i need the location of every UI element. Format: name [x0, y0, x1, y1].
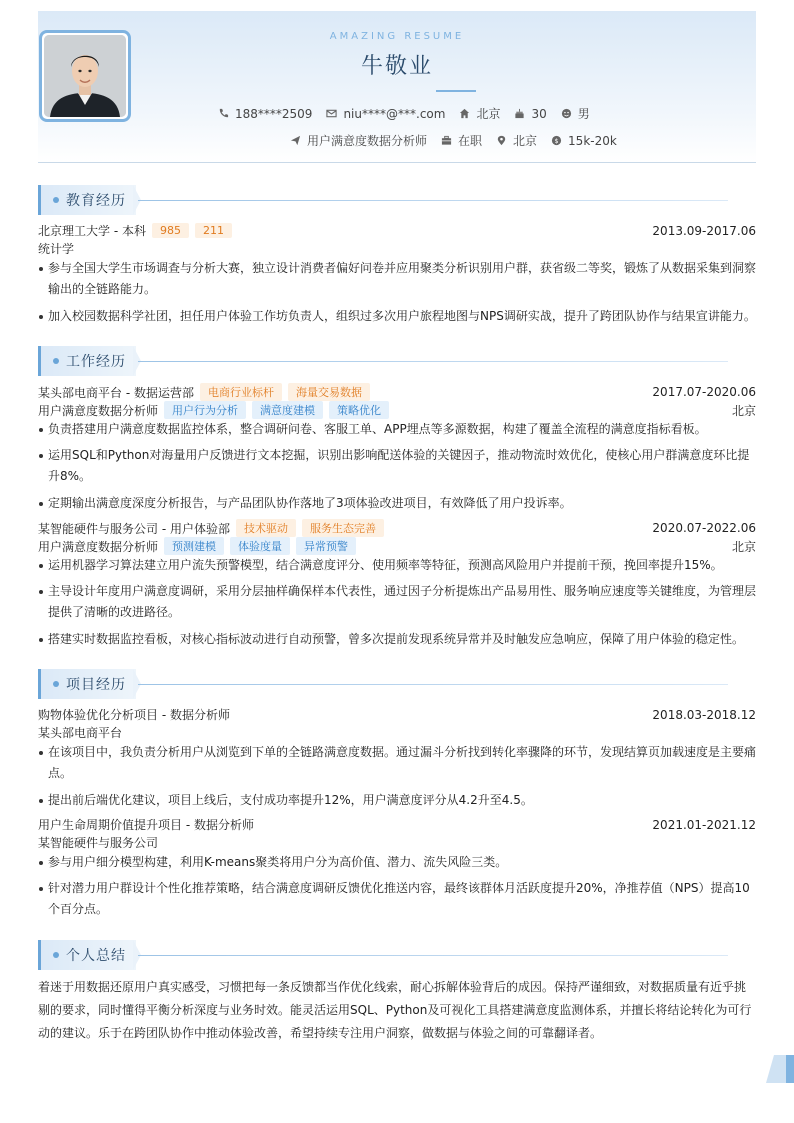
position-info [290, 132, 427, 149]
role-tag: 异常预警 [296, 537, 356, 555]
education-major-row [38, 240, 756, 257]
phone-info [218, 107, 312, 121]
project-bullet: 针对潜力用户群设计个性化推荐策略，结合满意度调研反馈优化推送内容，最终该群体月活跃度提升20%，净推荐值（NPS）提高10个百分点。 [38, 878, 756, 920]
job-date: 2017.07-2020.06 [652, 385, 756, 399]
company-tag: 服务生态完善 [302, 519, 384, 537]
school-tag: 985 [152, 223, 189, 238]
education-date: 2013.09-2017.06 [652, 223, 756, 238]
city-info [459, 105, 500, 122]
section-projects [38, 669, 756, 699]
age-info [514, 107, 546, 121]
project-org-row [38, 724, 756, 741]
education-bullet: 加入校园数据科学社团，担任用户体验工作坊负责人，组织过多次用户旅程地图与NPS调研实战，提升了跨团队协作与结果宣讲能力。 [38, 306, 756, 327]
project-row [38, 816, 756, 833]
project-org: 某头部电商平台 [38, 726, 123, 740]
job-company-row [38, 383, 756, 401]
company-name: 某智能硬件与服务公司 - 用户体验部 [38, 521, 230, 536]
home-icon [459, 108, 470, 119]
project-name: 用户生命周期价值提升项目 - 数据分析师 [38, 818, 254, 832]
education-bullet: 参与全国大学生市场调查与分析大赛，独立设计消费者偏好问卷并应用聚类分析识别用户群，获省级二等奖，锻炼了从数据采集到洞察输出的全链路能力。 [38, 258, 756, 300]
company-name: 某头部电商平台 - 数据运营部 [38, 385, 194, 400]
phone-text: 188****2509 [235, 106, 313, 121]
job-intent-row [290, 132, 756, 149]
role-tag: 预测建模 [164, 537, 224, 555]
status-info [441, 132, 482, 149]
major: 统计学 [38, 242, 75, 256]
job-city: 北京 [731, 539, 756, 554]
location-text: 北京 [513, 134, 538, 148]
project-name: 购物体验优化分析项目 - 数据分析师 [38, 708, 230, 722]
job-bullet: 搭建实时数据监控看板，对核心指标波动进行自动预警，曾多次提前发现系统异常并及时触发应急响应，保障了用户体验的稳定性。 [38, 629, 756, 650]
school-tag: 211 [195, 223, 232, 238]
job-role-row [38, 537, 756, 555]
contact-row [218, 105, 756, 122]
project-bullet: 在该项目中，我负责分析用户从浏览到下单的全链路满意度数据。通过漏斗分析找到转化率骤降的环节，发现结算页加载速度是主要痛点。 [38, 742, 756, 784]
mail-icon [326, 108, 337, 119]
section-summary [38, 940, 756, 970]
send-icon [290, 135, 301, 146]
section-title: 个人总结 [66, 948, 126, 964]
email-text: niu****@***.com [343, 106, 446, 121]
age-text: 30 [531, 106, 547, 121]
project-row [38, 706, 756, 723]
phone-icon [218, 108, 229, 119]
section-title: 项目经历 [66, 677, 126, 693]
job-role: 用户满意度数据分析师 [38, 539, 159, 554]
company-tag: 海量交易数据 [288, 383, 370, 401]
job-city: 北京 [731, 403, 756, 418]
job-date: 2020.07-2022.06 [652, 521, 756, 535]
resume-subtitle: AMAZING RESUME [329, 31, 465, 42]
status-text: 在职 [458, 134, 483, 148]
project-date: 2018.03-2018.12 [652, 707, 756, 722]
city-text: 北京 [476, 107, 501, 121]
section-education [38, 185, 756, 215]
job-bullet: 定期输出满意度深度分析报告，与产品团队协作落地了3项体验改进项目，有效降低了用户投诉率。 [38, 493, 756, 514]
job-role: 用户满意度数据分析师 [38, 403, 159, 418]
section-work [38, 346, 756, 376]
role-tag: 策略优化 [329, 401, 389, 419]
salary-info [551, 134, 617, 148]
company-tag: 电商行业标杆 [200, 383, 282, 401]
role-tag: 满意度建模 [252, 401, 323, 419]
summary-text: 着迷于用数据还原用户真实感受，习惯把每一条反馈都当作优化线索，耐心拆解体验背后的成因。保持严谨细致，对数据质量有近乎挑剔的要求，同时懂得平衡分析深度与业务时效。能灵活运用SQL、Python及可视化工具搭建满意度监测体系，并擅长将结论转化为可行动的建议。乐于在跨团队协作中推动体验改善，希望持续专注用户洞察，做数据与体验之间的可靠翻译者。 [38, 980, 752, 1040]
gender-info [561, 105, 590, 122]
location-info [496, 132, 537, 149]
email-info [326, 107, 445, 121]
resume-header [38, 11, 756, 163]
gender-text: 男 [577, 107, 590, 121]
job-bullet: 运用SQL和Python对海量用户反馈进行文本挖掘，识别出影响配送体验的关键因子，推动物流时效优化，使核心用户群满意度环比提升8%。 [38, 445, 756, 487]
job-company-row [38, 519, 756, 537]
section-title: 教育经历 [66, 193, 126, 209]
project-date: 2021.01-2021.12 [652, 817, 756, 832]
position-text: 用户满意度数据分析师 [307, 134, 428, 148]
company-tag: 技术驱动 [236, 519, 296, 537]
job-bullet: 负责搭建用户满意度数据监控体系，整合调研问卷、客服工单、APP埋点等多源数据，构建了覆盖全流程的满意度指标看板。 [38, 419, 756, 440]
project-bullet: 参与用户细分模型构建，利用K-means聚类将用户分为高价值、潜力、流失风险三类。 [38, 852, 756, 873]
role-tag: 体验度量 [230, 537, 290, 555]
role-tag: 用户行为分析 [164, 401, 246, 419]
briefcase-icon [441, 135, 452, 146]
project-bullet: 提出前后端优化建议，项目上线后，支付成功率提升12%，用户满意度评分从4.2升至4.5。 [38, 790, 756, 811]
project-org: 某智能硬件与服务公司 [38, 836, 159, 850]
money-icon [551, 135, 562, 146]
job-role-row [38, 401, 756, 419]
job-bullet: 运用机器学习算法建立用户流失预警模型，结合满意度评分、使用频率等特征，预测高风险用户并提前干预，挽回率提升15%。 [38, 555, 756, 576]
section-title: 工作经历 [66, 354, 126, 370]
location-icon [496, 135, 507, 146]
salary-text: 15k-20k [568, 133, 617, 148]
education-school-row [38, 222, 756, 239]
candidate-name: 牛敬业 [360, 54, 433, 79]
project-org-row [38, 834, 756, 851]
corner-decoration [766, 1055, 794, 1083]
age-icon [514, 108, 525, 119]
gender-icon [561, 108, 572, 119]
name-underline [436, 90, 476, 92]
svg-text:$: $ [554, 136, 559, 145]
job-bullet: 主导设计年度用户满意度调研，采用分层抽样确保样本代表性，通过因子分析提炼出产品易用性、服务响应速度等关键维度，为管理层提供了清晰的改进路径。 [38, 581, 756, 623]
school-name: 北京理工大学 - 本科 [38, 224, 146, 238]
